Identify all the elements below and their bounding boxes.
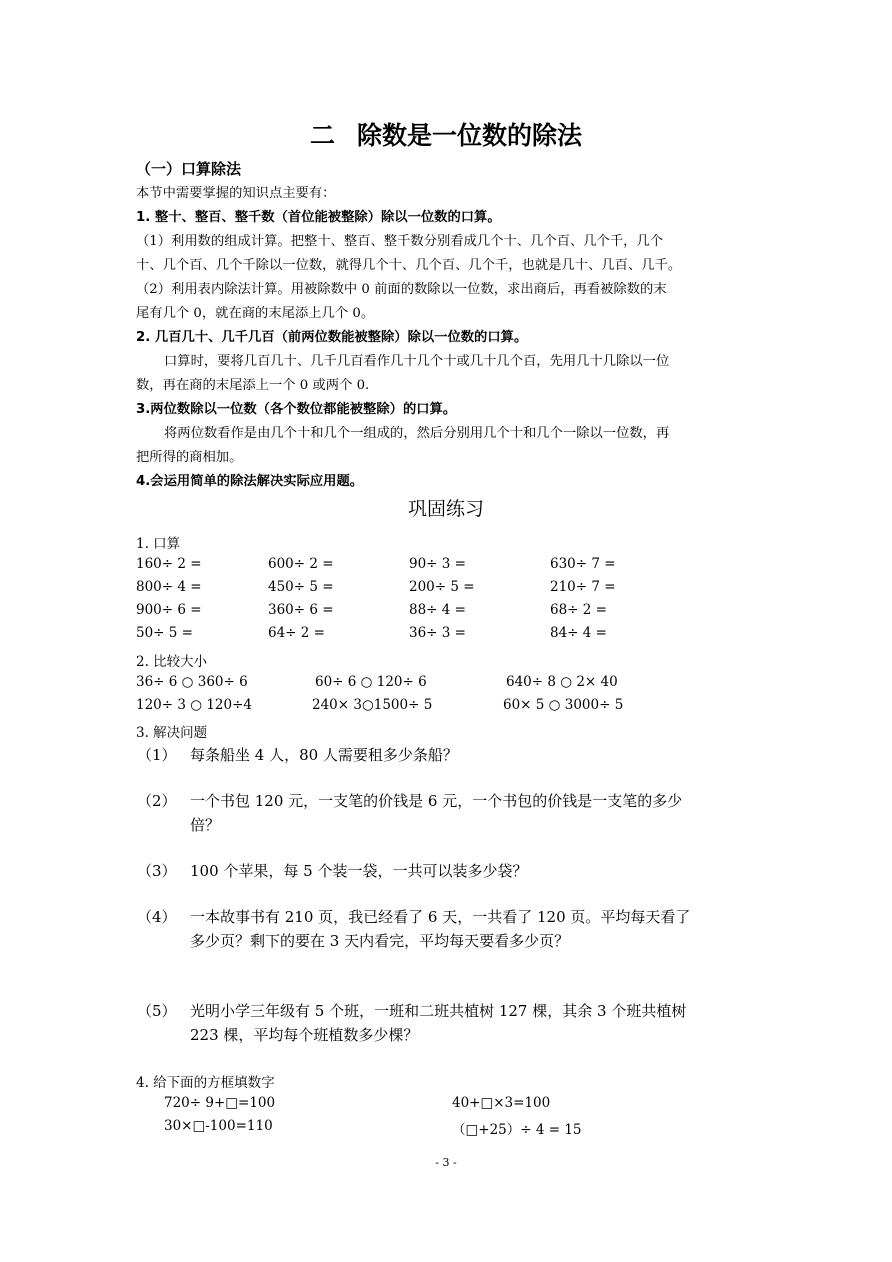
problem-number: （4） bbox=[137, 908, 177, 926]
knowledge-3-heading: 3.两位数除以一位数（各个数位都能被整除）的口算。 bbox=[136, 402, 457, 417]
problem-text-cont: 倍？ bbox=[190, 816, 221, 834]
compare-item: 120÷ 3 ○ 120÷4 bbox=[136, 697, 252, 713]
problem-text-cont: 多少页？剩下的要在 3 天内看完，平均每天要看多少页？ bbox=[190, 932, 570, 950]
calc-item: 64÷ 2 = bbox=[268, 625, 325, 641]
fill-box-item: 30×□-100=110 bbox=[164, 1118, 273, 1134]
exercise-2-label: 2. 比较大小 bbox=[136, 654, 208, 670]
problem-number: （1） bbox=[137, 746, 177, 764]
calc-item: 36÷ 3 = bbox=[409, 625, 466, 641]
problem-number: （5） bbox=[137, 1002, 177, 1020]
knowledge-2-heading: 2. 几百几十、几千几百（前两位数能被整除）除以一位数的口算。 bbox=[136, 330, 528, 345]
problem-number: （2） bbox=[137, 792, 177, 810]
knowledge-3-text: 将两位数看作是由几个十和几个一组成的，然后分别用几个十和几个一除以一位数，再 bbox=[164, 426, 670, 441]
knowledge-2-text-cont: 数，再在商的末尾添上一个 0 或两个 0. bbox=[136, 378, 370, 393]
problem-number: （3） bbox=[137, 862, 177, 880]
compare-item: 60× 5 ○ 3000÷ 5 bbox=[503, 697, 624, 713]
exercise-1-label: 1. 口算 bbox=[136, 536, 181, 552]
problem-text-cont: 223 棵，平均每个班植数多少棵？ bbox=[190, 1026, 419, 1044]
compare-item: 60÷ 6 ○ 120÷ 6 bbox=[315, 674, 427, 690]
calc-item: 200÷ 5 = bbox=[409, 579, 475, 595]
calc-item: 50÷ 5 = bbox=[136, 625, 193, 641]
fill-box-item: 40+□×3=100 bbox=[452, 1095, 551, 1111]
knowledge-2-text: 口算时，要将几百几十、几千几百看作几十几个十或几十几个百，先用几十几除以一位 bbox=[164, 354, 670, 369]
page-title: 二 除数是一位数的除法 bbox=[309, 121, 583, 150]
problem-text: 一个书包 120 元，一支笔的价钱是 6 元，一个书包的价钱是一支笔的多少 bbox=[190, 792, 683, 810]
calc-item: 90÷ 3 = bbox=[409, 556, 466, 572]
calc-item: 600÷ 2 = bbox=[268, 556, 334, 572]
problem-text: 一本故事书有 210 页，我已经看了 6 天，一共看了 120 页。平均每天看了 bbox=[190, 908, 691, 926]
calc-item: 210÷ 7 = bbox=[550, 579, 616, 595]
intro-text: 本节中需要掌握的知识点主要有： bbox=[136, 186, 336, 201]
knowledge-1-para2-cont: 尾有几个 0，就在商的末尾添上几个 0。 bbox=[136, 306, 375, 321]
compare-item: 640÷ 8 ○ 2× 40 bbox=[506, 674, 618, 690]
compare-item: 36÷ 6 ○ 360÷ 6 bbox=[136, 674, 248, 690]
knowledge-4-heading: 4.会运用简单的除法解决实际应用题。 bbox=[136, 474, 364, 489]
calc-item: 800÷ 4 = bbox=[136, 579, 202, 595]
knowledge-1-para2: （2）利用表内除法计算。用被除数中 0 前面的数除以一位数，求出商后，再看被除数的末 bbox=[136, 282, 667, 297]
fill-box-item: （□+25）÷ 4 = 15 bbox=[452, 1122, 582, 1138]
calc-item: 630÷ 7 = bbox=[550, 556, 616, 572]
calc-item: 68÷ 2 = bbox=[550, 602, 607, 618]
practice-heading: 巩固练习 bbox=[407, 498, 484, 520]
page-number: - 3 - bbox=[435, 1156, 457, 1169]
problem-text: 每条船坐 4 人，80 人需要租多少条船？ bbox=[190, 746, 458, 764]
knowledge-1-para1-cont: 十、几个百、几个千除以一位数，就得几个十、几个百、几个千，也就是几十、几百、几千。 bbox=[136, 258, 682, 273]
fill-box-item: 720÷ 9+□=100 bbox=[164, 1095, 276, 1111]
calc-item: 88÷ 4 = bbox=[409, 602, 466, 618]
problem-text: 光明小学三年级有 5 个班，一班和二班共植树 127 棵，其余 3 个班共植树 bbox=[190, 1002, 687, 1020]
knowledge-1-heading: 1. 整十、整百、整千数（首位能被整除）除以一位数的口算。 bbox=[136, 210, 501, 225]
calc-item: 84÷ 4 = bbox=[550, 625, 607, 641]
knowledge-3-text-cont: 把所得的商相加。 bbox=[136, 450, 243, 465]
calc-item: 450÷ 5 = bbox=[268, 579, 334, 595]
calc-item: 900÷ 6 = bbox=[136, 602, 202, 618]
compare-item: 240× 3○1500÷ 5 bbox=[312, 697, 433, 713]
exercise-4-label: 4. 给下面的方框填数字 bbox=[136, 1075, 275, 1091]
calc-item: 360÷ 6 = bbox=[268, 602, 334, 618]
section-heading: （一）口算除法 bbox=[136, 160, 242, 178]
calc-item: 160÷ 2 = bbox=[136, 556, 202, 572]
knowledge-1-para1: （1）利用数的组成计算。把整十、整百、整千数分别看成几个十、几个百、几个千，几个 bbox=[136, 234, 664, 249]
exercise-3-label: 3. 解决问题 bbox=[136, 725, 208, 741]
problem-text: 100 个苹果，每 5 个装一袋，一共可以装多少袋？ bbox=[190, 862, 528, 880]
